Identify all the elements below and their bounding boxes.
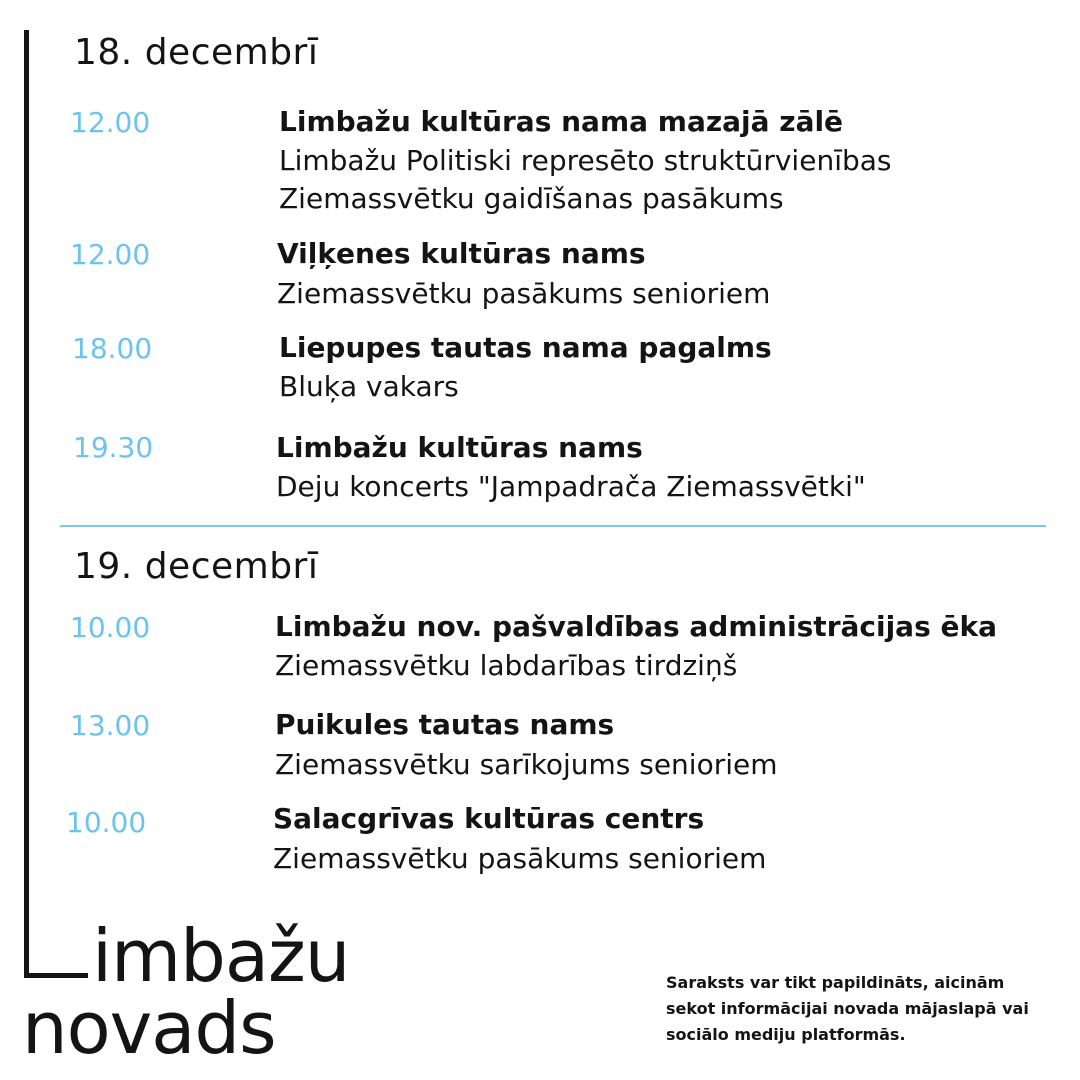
event-time: 10.00 <box>66 806 147 839</box>
event-description: Limbažu Politiski represēto struktūrvienības <box>279 144 892 177</box>
section-divider <box>60 525 1046 527</box>
event-time: 10.00 <box>70 611 151 644</box>
event-time: 19.30 <box>73 431 154 464</box>
event-venue: Puikules tautas nams <box>275 708 615 741</box>
event-description: Bluķa vakars <box>279 370 459 403</box>
event-time: 12.00 <box>70 106 151 139</box>
event-time: 13.00 <box>70 709 151 742</box>
day-title-19-december: 19. decembrī <box>74 546 319 587</box>
logo-l-base <box>24 973 88 978</box>
event-description: Ziemassvētku gaidīšanas pasākums <box>279 182 784 215</box>
footnote: Saraksts var tikt papildināts, aicinām sekot informācijai novada mājaslapā vai sociālo mediju platformās. <box>666 973 1029 1044</box>
event-venue: Viļķenes kultūras nams <box>277 237 646 270</box>
event-description: Ziemassvētku pasākums senioriem <box>277 277 771 310</box>
event-description: Ziemassvētku labdarības tirdziņš <box>275 649 738 682</box>
event-description: Ziemassvētku pasākums senioriem <box>273 842 767 875</box>
logo-line-2: novads <box>22 986 276 1070</box>
event-venue: Liepupes tautas nama pagalms <box>279 331 772 364</box>
event-time: 12.00 <box>70 238 151 271</box>
event-description: Ziemassvētku sarīkojums senioriem <box>275 748 778 781</box>
vertical-accent-line <box>24 30 29 978</box>
event-venue: Limbažu kultūras nams <box>276 431 643 464</box>
event-time: 18.00 <box>72 332 153 365</box>
event-venue: Limbažu nov. pašvaldības administrācijas ēka <box>275 610 997 643</box>
event-venue: Salacgrīvas kultūras centrs <box>273 802 705 835</box>
logo-line-1: imbažu <box>92 914 350 998</box>
event-description: Deju koncerts "Jampadrača Ziemassvētki" <box>276 470 866 503</box>
day-title-18-december: 18. decembrī <box>74 32 319 73</box>
event-venue: Limbažu kultūras nama mazajā zālē <box>279 105 844 138</box>
